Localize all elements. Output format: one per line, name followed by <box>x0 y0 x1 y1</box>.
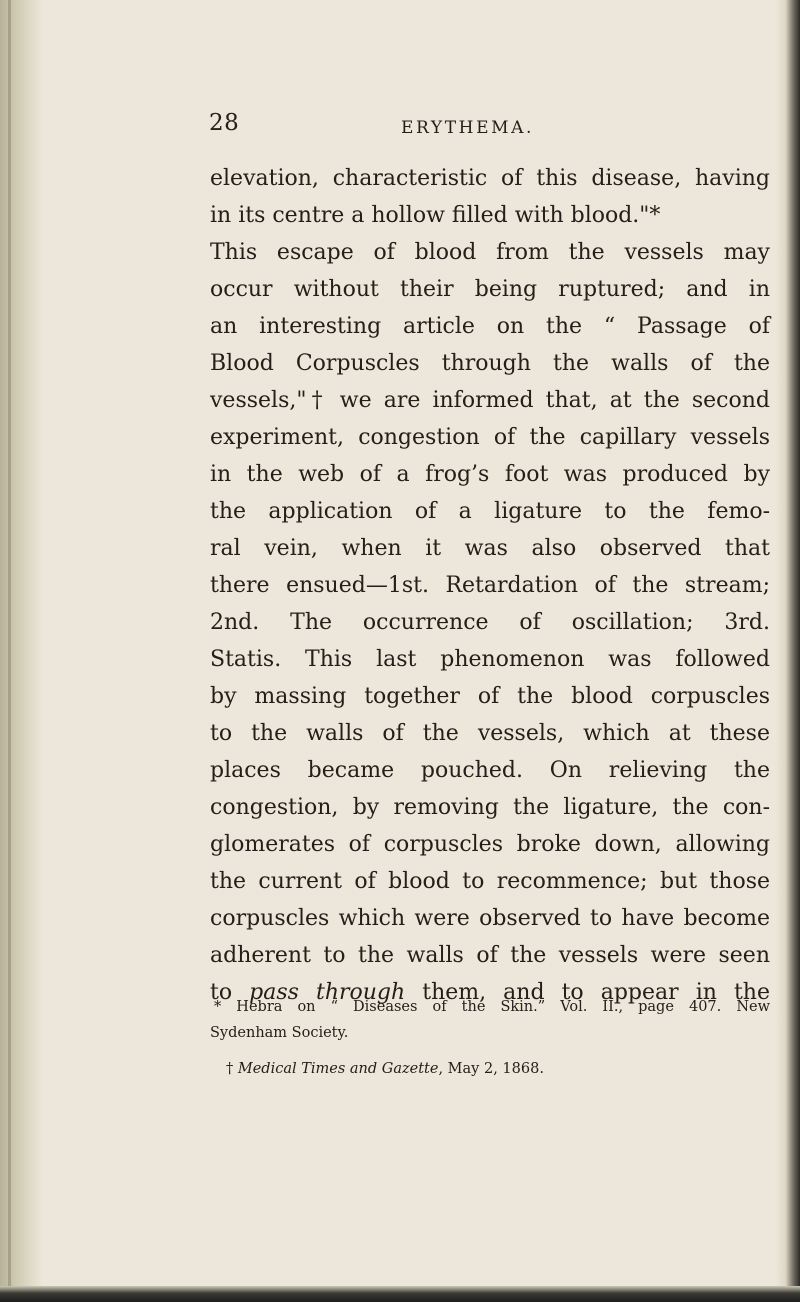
text-fragment: them, and to appear in the <box>405 980 770 1005</box>
footnote-hebra: * Hebra on “ Diseases of the Skin.” Vol. II., page 407. New <box>214 999 770 1015</box>
text-line: adherent to the walls of the vessels were seen <box>210 943 770 968</box>
text-line: the application of a ligature to the femo- <box>210 499 770 524</box>
text-line: in the web of a frog’s foot was produced by <box>210 462 770 487</box>
text-line: an interesting article on the “ Passage of <box>210 314 770 339</box>
text-line: elevation, characteristic of this disease, having <box>210 166 770 191</box>
text-line: This escape of blood from the vessels may <box>210 240 770 265</box>
binding-edge <box>8 0 11 1302</box>
page-number: 28 <box>209 110 240 136</box>
footnote-date: , May 2, 1868. <box>438 1061 544 1077</box>
text-line: ral vein, when it was also observed that <box>210 536 770 561</box>
text-line: places became pouched. On relieving the <box>210 758 770 783</box>
text-line: Blood Corpuscles through the walls of the <box>210 351 770 376</box>
text-fragment: to <box>210 980 250 1005</box>
bottom-page-edge <box>0 1286 800 1302</box>
footnote-medical-times <box>210 1056 770 1082</box>
text-line: the current of blood to recommence; but those <box>210 869 770 894</box>
text-line: congestion, by removing the ligature, the con- <box>210 795 770 820</box>
text-line: vessels,"† we are informed that, at the second <box>210 388 770 413</box>
text-line: experiment, congestion of the capillary vessels <box>210 425 770 450</box>
footnotes <box>210 994 770 1082</box>
text-line: in its centre a hollow filled with blood."* <box>210 203 661 228</box>
running-head: ERYTHEMA. <box>401 118 534 138</box>
text-line: to the walls of the vessels, which at these <box>210 721 770 746</box>
text-line: there ensued—1st. Retardation of the stream; <box>210 573 770 598</box>
body-paragraph <box>210 160 770 1011</box>
book-spine-shadow <box>0 0 44 1302</box>
text-line: 2nd. The occurrence of oscillation; 3rd. <box>210 610 770 635</box>
text-line: by massing together of the blood corpuscles <box>210 684 770 709</box>
footnote-journal-title: Medical Times and Gazette <box>237 1061 439 1077</box>
text-line: occur without their being ruptured; and in <box>210 277 770 302</box>
footnote-hebra-continuation: Sydenham Society. <box>210 1025 349 1041</box>
footnote-marker: † <box>226 1061 238 1077</box>
text-line: glomerates of corpuscles broke down, allowing <box>210 832 770 857</box>
text-line: Statis. This last phenomenon was followed <box>210 647 770 672</box>
right-page-edge <box>786 0 800 1302</box>
text-line: corpuscles which were observed to have become <box>210 906 770 931</box>
emphasized-text: pass through <box>249 980 406 1005</box>
page-edge-shade <box>776 0 786 1302</box>
